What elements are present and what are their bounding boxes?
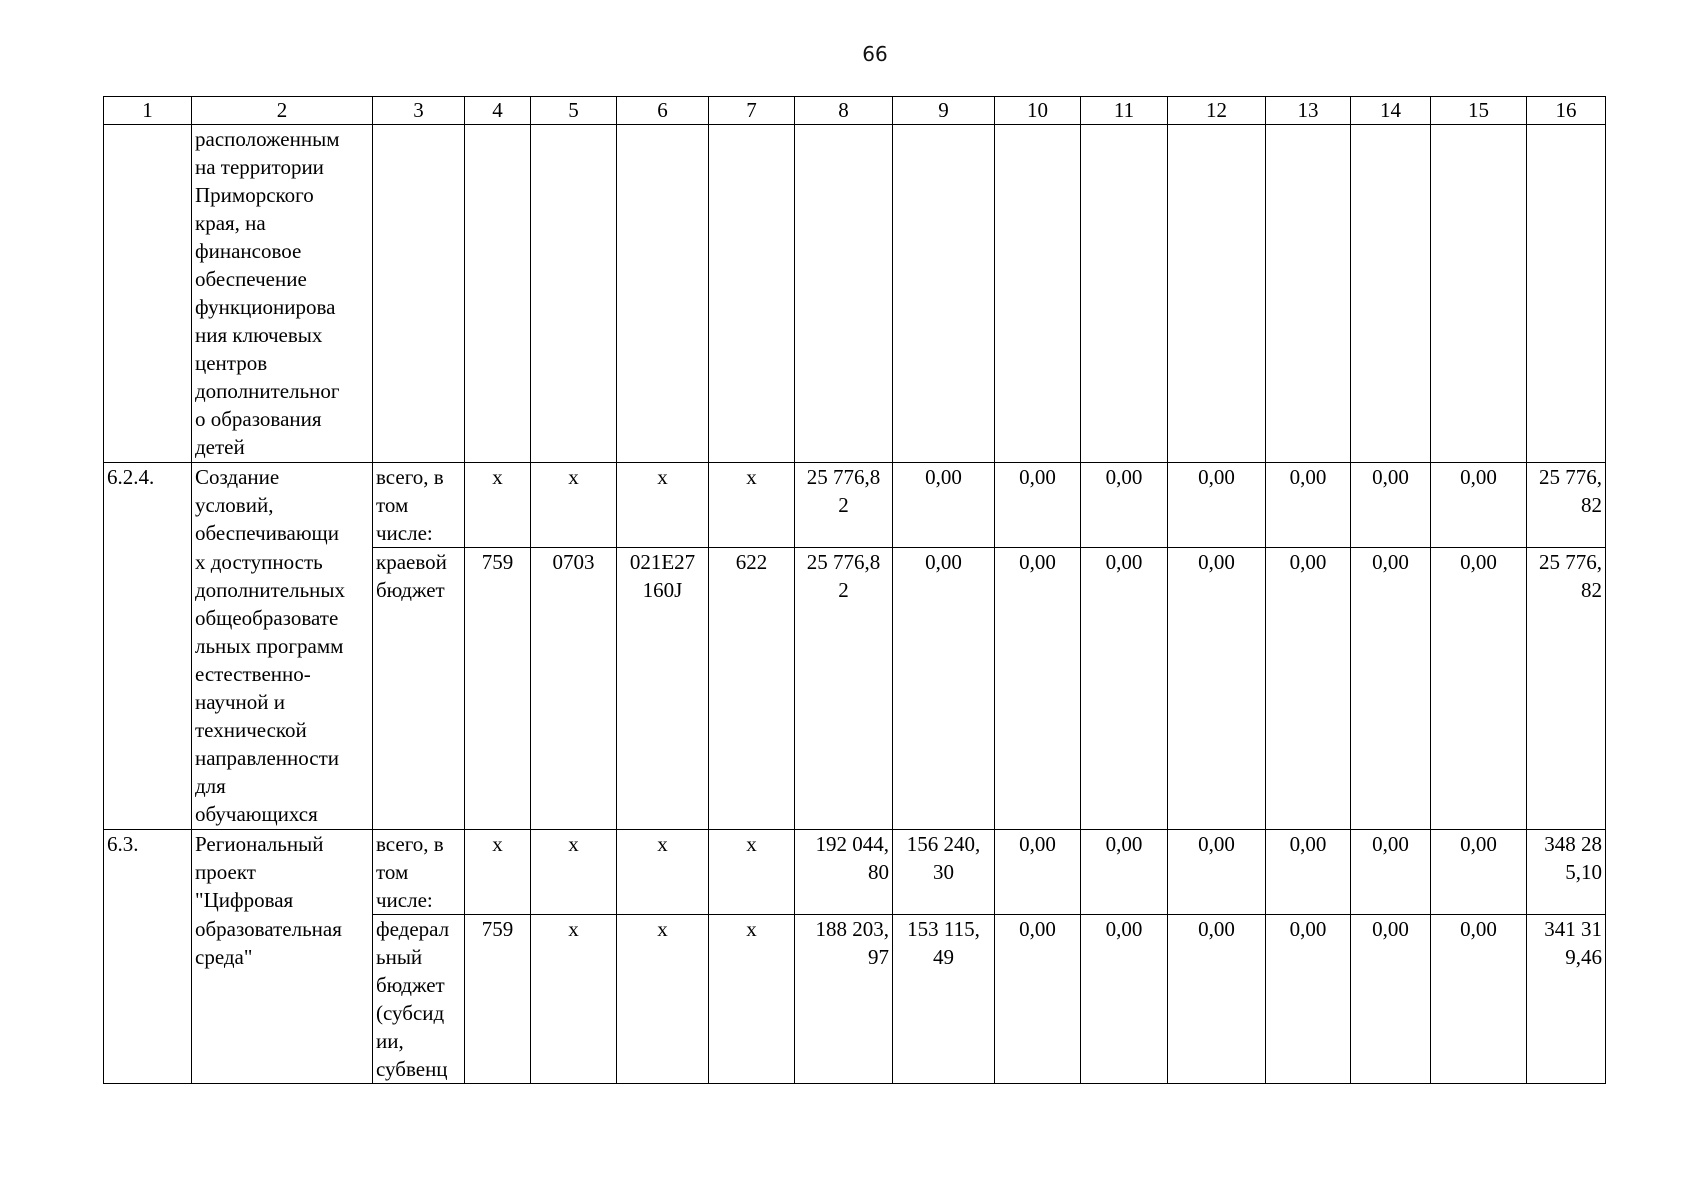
cell-col11: 0,00 xyxy=(1081,463,1168,548)
header-cell-16: 16 xyxy=(1527,97,1606,125)
cell-col7: х xyxy=(709,915,795,1084)
cell-col10: 0,00 xyxy=(995,548,1081,830)
cell-col10: 0,00 xyxy=(995,463,1081,548)
cell-col16: 341 31 9,46 xyxy=(1527,915,1606,1084)
cell-col7: х xyxy=(709,463,795,548)
cell-col6: х xyxy=(617,463,709,548)
cell-col12: 0,00 xyxy=(1168,830,1266,915)
cell-col5: х xyxy=(531,463,617,548)
cell-col6: х xyxy=(617,830,709,915)
header-cell-2: 2 xyxy=(192,97,373,125)
table-row-6-2-4-total xyxy=(104,463,1606,548)
cell-col16: 348 28 5,10 xyxy=(1527,830,1606,915)
table-row-continuation xyxy=(104,125,1606,463)
cell-col8: 188 203, 97 xyxy=(795,915,893,1084)
row-number: 6.2.4. xyxy=(104,463,192,548)
cell-col9: 156 240, 30 xyxy=(893,830,995,915)
cell-col14: 0,00 xyxy=(1351,548,1431,830)
header-cell-1: 1 xyxy=(104,97,192,125)
cell-col11: 0,00 xyxy=(1081,830,1168,915)
header-cell-5: 5 xyxy=(531,97,617,125)
cell-col16: 25 776, 82 xyxy=(1527,548,1606,830)
cell-col9: 0,00 xyxy=(893,463,995,548)
header-row xyxy=(104,97,1606,125)
funding-source: федерал ьный бюджет (субсид ии, субвенц xyxy=(373,915,465,1084)
cell-col13: 0,00 xyxy=(1266,548,1351,830)
cell-col4: 759 xyxy=(465,915,531,1084)
header-cell-13: 13 xyxy=(1266,97,1351,125)
header-cell-10: 10 xyxy=(995,97,1081,125)
header-cell-9: 9 xyxy=(893,97,995,125)
funding-source: краевой бюджет xyxy=(373,548,465,830)
cell-col6: х xyxy=(617,915,709,1084)
row-name-continued: образовательная среда" xyxy=(192,915,373,1084)
funding-source: всего, в том числе: xyxy=(373,463,465,548)
header-cell-6: 6 xyxy=(617,97,709,125)
cell-col5: х xyxy=(531,830,617,915)
cell-col8: 25 776,8 2 xyxy=(795,548,893,830)
row-number: 6.3. xyxy=(104,830,192,915)
cell-col5: х xyxy=(531,915,617,1084)
cell-col13: 0,00 xyxy=(1266,915,1351,1084)
header-cell-7: 7 xyxy=(709,97,795,125)
cell-col6: 021Е27 160J xyxy=(617,548,709,830)
cell-col15: 0,00 xyxy=(1431,463,1527,548)
cell-col14: 0,00 xyxy=(1351,463,1431,548)
cell-col12: 0,00 xyxy=(1168,463,1266,548)
cell-col11: 0,00 xyxy=(1081,548,1168,830)
cell-col9: 153 115, 49 xyxy=(893,915,995,1084)
header-cell-12: 12 xyxy=(1168,97,1266,125)
cell-col9: 0,00 xyxy=(893,548,995,830)
cell-col15: 0,00 xyxy=(1431,548,1527,830)
cell-col11: 0,00 xyxy=(1081,915,1168,1084)
cell-col4: х xyxy=(465,830,531,915)
table-row-6-3-federal xyxy=(104,915,1606,1084)
cell-col15: 0,00 xyxy=(1431,830,1527,915)
table-row-6-2-4-regional xyxy=(104,548,1606,830)
cell-col7: х xyxy=(709,830,795,915)
header-cell-3: 3 xyxy=(373,97,465,125)
cell-col4: 759 xyxy=(465,548,531,830)
header-cell-8: 8 xyxy=(795,97,893,125)
cell-col5: 0703 xyxy=(531,548,617,830)
header-cell-4: 4 xyxy=(465,97,531,125)
cell-col8: 25 776,8 2 xyxy=(795,463,893,548)
row-name: Региональный проект "Цифровая xyxy=(192,830,373,915)
cell-col13: 0,00 xyxy=(1266,463,1351,548)
cell-col12: 0,00 xyxy=(1168,915,1266,1084)
cell-col12: 0,00 xyxy=(1168,548,1266,830)
page-number: 66 xyxy=(862,42,888,66)
cell-col8: 192 044, 80 xyxy=(795,830,893,915)
header-cell-15: 15 xyxy=(1431,97,1527,125)
row-name-continued: х доступность дополнительных общеобразовате льных программ естественно- научной и технической направленности для обучающихся xyxy=(192,548,373,830)
cell-col13: 0,00 xyxy=(1266,830,1351,915)
cell-col4: х xyxy=(465,463,531,548)
cell-col16: 25 776, 82 xyxy=(1527,463,1606,548)
continuation-name: расположенным на территории Приморского края, на финансовое обеспечение функционирова ния ключевых центров дополнительног о образования детей xyxy=(192,125,373,463)
cell-col14: 0,00 xyxy=(1351,830,1431,915)
cell-col15: 0,00 xyxy=(1431,915,1527,1084)
header-cell-14: 14 xyxy=(1351,97,1431,125)
funding-source: всего, в том числе: xyxy=(373,830,465,915)
cell-col10: 0,00 xyxy=(995,830,1081,915)
cell-col10: 0,00 xyxy=(995,915,1081,1084)
header-cell-11: 11 xyxy=(1081,97,1168,125)
cell-col7: 622 xyxy=(709,548,795,830)
budget-table xyxy=(103,96,1606,1084)
row-name: Создание условий, обеспечивающи xyxy=(192,463,373,548)
cell-col14: 0,00 xyxy=(1351,915,1431,1084)
table-row-6-3-total xyxy=(104,830,1606,915)
